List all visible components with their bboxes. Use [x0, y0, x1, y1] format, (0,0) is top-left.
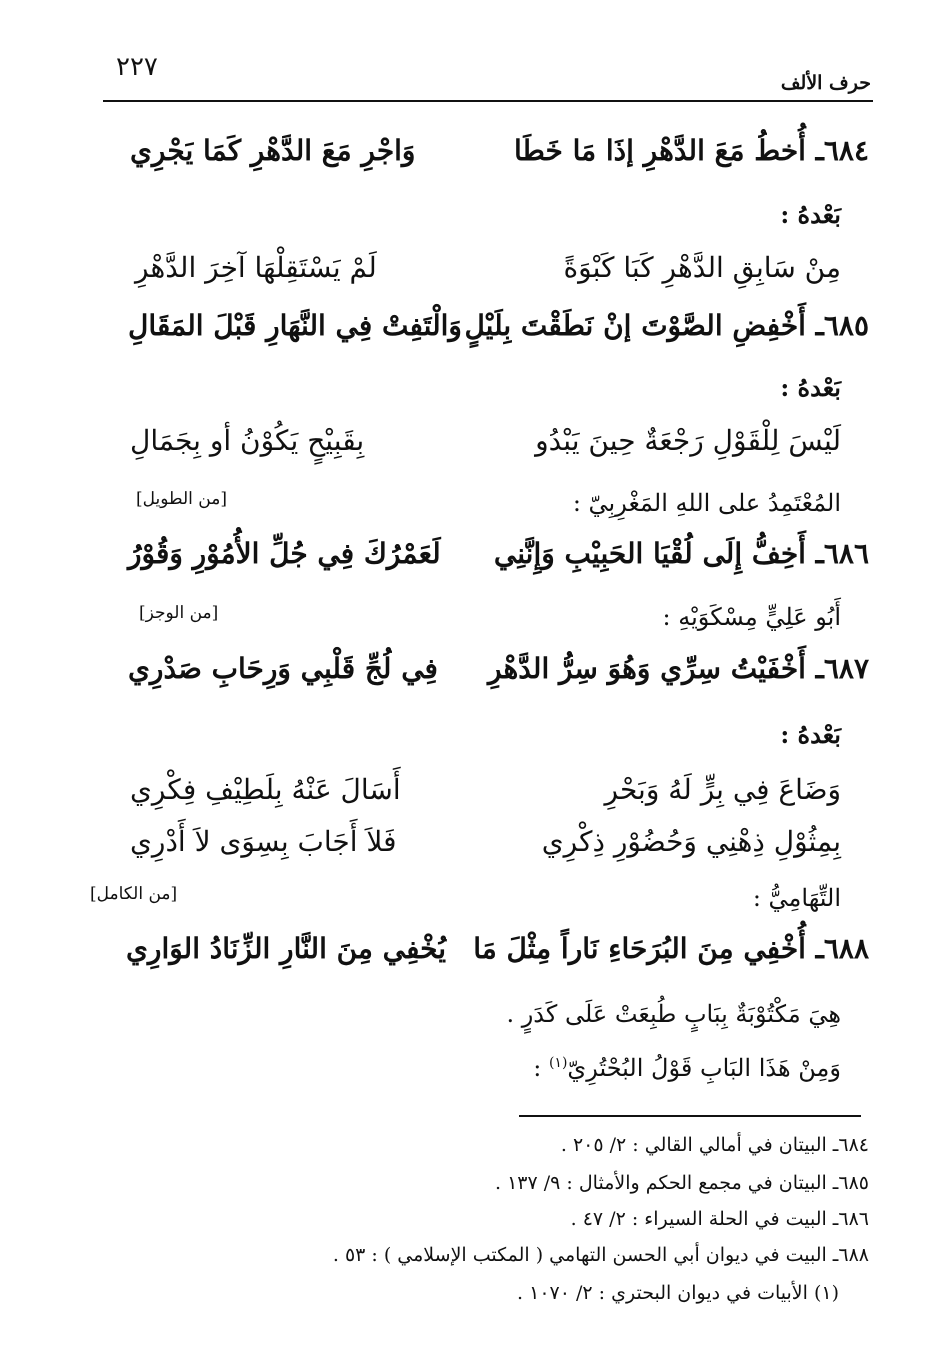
after-label: بَعْدهُ :	[780, 373, 841, 402]
prose-line: هِيَ مَكْتُوْبَةٌ بِبَابٍ طُبِعَتْ عَلَى كَدَرٍ .	[506, 1000, 841, 1028]
verse-685-first-hemistich: ٦٨٥ـ أَخْفِضِ الصَّوْتَ إنْ نَطَقْتَ بِلَيْلٍ	[464, 309, 869, 342]
poet-heading: التِّهَامِيُّ :	[752, 884, 841, 912]
prose-colon: :	[533, 1054, 542, 1082]
meter-label: [من الوجز]	[139, 603, 219, 623]
running-head: حرف الألف	[780, 72, 871, 94]
verse-684b-second-hemistich: لَمْ يَسْتَقِلْهَا آخِرَ الدَّهْرِ	[135, 251, 377, 284]
poet-heading: أَبُو عَلِيٍّ مِسْكَوَيْهِ :	[662, 603, 841, 631]
verse-685b-first-hemistich: لَيْسَ لِلْقَوْلِ رَجْعَةٌ حِينَ يَبْدُو	[535, 424, 841, 457]
meter-label: [من الطويل]	[136, 489, 227, 509]
verse-687b-first-hemistich: وَضَاعَ فِي بِرٍّ لَهُ وَبَحْرِ	[604, 773, 841, 806]
verse-687c-second-hemistich: فَلاَ أَجَابَ بِسِوَى لاَ أَدْرِي	[130, 825, 397, 858]
poet-heading: المُعْتَمِدُ على اللهِ المَغْرِبِيّ :	[572, 489, 841, 517]
footnote: (١) الأبيات في ديوان البحتري : ٢/ ١٠٧٠ .	[517, 1282, 839, 1304]
verse-684b-first-hemistich: مِنْ سَابِقِ الدَّهْرِ كَبَا كَبْوَةً	[563, 251, 841, 284]
prose-text: وَمِنْ هَذَا البَابِ قَوْلُ البُحْتُرِيّ	[567, 1054, 841, 1082]
verse-687-first-hemistich: ٦٨٧ـ أَخْفَيْتُ سِرِّي وَهُوَ سِرُّ الدَّهْرِ	[488, 652, 869, 685]
footnote: ٦٨٦ـ البيت في الحلة السيراء : ٢/ ٤٧ .	[570, 1208, 869, 1230]
footnote-marker: (١)	[548, 1055, 568, 1071]
after-label: بَعْدهُ :	[780, 200, 841, 229]
verse-685-second-hemistich: وَالْتَفِتْ فِي النَّهَارِ قَبْلَ المَقَالِ	[128, 309, 462, 342]
footnote: ٦٨٥ـ البيتان في مجمع الحكم والأمثال : ٩/ ١٣٧ .	[495, 1172, 869, 1194]
verse-687c-first-hemistich: بِمِثُوْلِ ذِهْنِي وَحُضُوْرِ ذِكْرِي	[541, 825, 841, 858]
verse-686-first-hemistich: ٦٨٦ـ أَخِفُّ إِلَى لُقْيَا الحَبِيْبِ وَإِنَّنِي	[493, 537, 869, 570]
meter-label: [من الكامل]	[90, 884, 178, 904]
verse-688-first-hemistich: ٦٨٨ـ أُخْفِي مِنَ البُرَحَاءِ نَاراً مِثْلَ مَا	[473, 932, 869, 965]
header-rule	[103, 100, 873, 102]
after-label: بَعْدهُ :	[780, 720, 841, 749]
verse-685b-second-hemistich: بِقَبِيْحٍ يَكُوْنُ أو بِجَمَالِ	[130, 424, 365, 457]
prose-line	[533, 1054, 841, 1082]
footnote: ٦٨٨ـ البيت في ديوان أبي الحسن التهامي ( المكتب الإسلامي ) : ٥٣ .	[332, 1244, 869, 1266]
footnote-rule	[519, 1115, 861, 1117]
page-number: ٢٢٧	[116, 52, 158, 82]
verse-687b-second-hemistich: أَسَالَ عَنْهُ بِلَطِيْفِ فِكْرِي	[130, 773, 401, 806]
verse-687-second-hemistich: فِي لُجِّ قَلْبِي وَرِحَابِ صَدْرِي	[128, 652, 438, 685]
verse-686-second-hemistich: لَعَمْرُكَ فِي جُلِّ الأُمُوْرِ وَقُوْرُ	[128, 537, 441, 570]
verse-684-second-hemistich: وَاجْرِ مَعَ الدَّهْرِ كَمَا يَجْرِي	[130, 134, 416, 167]
verse-684-first-hemistich: ٦٨٤ـ أُخطُ مَعَ الدَّهْرِ إذَا مَا خَطَا	[514, 134, 869, 167]
verse-688-second-hemistich: يُخْفِي مِنَ النَّارِ الزِّنَادُ الوَارِي	[126, 932, 447, 965]
footnote: ٦٨٤ـ البيتان في أمالي القالي : ٢/ ٢٠٥ .	[560, 1134, 869, 1156]
